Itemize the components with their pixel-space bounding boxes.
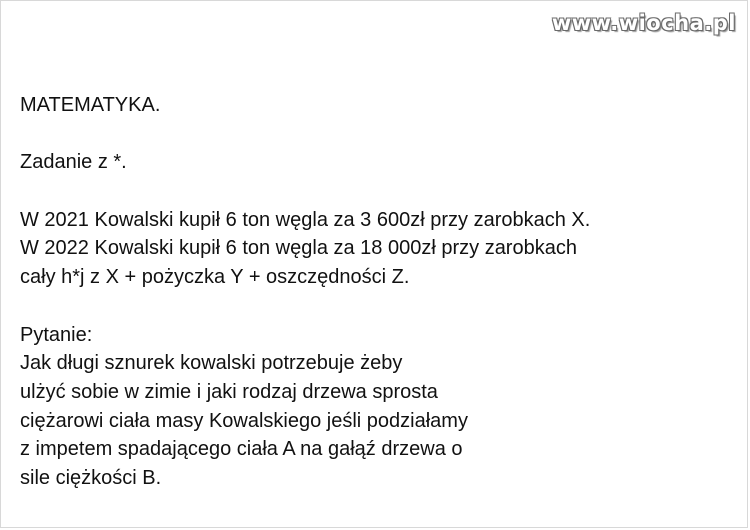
spacer — [20, 177, 745, 206]
math-task-text — [20, 91, 745, 493]
paragraph-line: W 2021 Kowalski kupił 6 ton węgla za 3 600zł przy zarobkach X. — [20, 208, 591, 231]
paragraph-line: cały h*j z X + pożyczka Y + oszczędności Z. — [20, 266, 410, 289]
question-line: Jak długi sznurek kowalski potrzebuje żeby — [20, 352, 403, 375]
heading: MATEMATYKA. — [20, 94, 161, 116]
spacer — [20, 292, 745, 321]
question-line: ulżyć sobie w zimie i jaki rodzaj drzewa sprosta — [20, 380, 438, 403]
question-label: Pytanie: — [20, 323, 93, 346]
site-watermark: www.wiocha.pl — [551, 11, 736, 35]
question-line: sile ciężkości B. — [20, 467, 162, 490]
paragraph-line: W 2022 Kowalski kupił 6 ton węgla za 18 000zł przy zarobkach — [20, 237, 577, 260]
task-label: Zadanie z *. — [20, 151, 127, 174]
question-line: z impetem spadającego ciała A na gałąź drzewa o — [20, 438, 463, 461]
spacer — [20, 120, 745, 149]
question-line: ciężarowi ciała masy Kowalskiego jeśli podziałamy — [20, 409, 468, 432]
